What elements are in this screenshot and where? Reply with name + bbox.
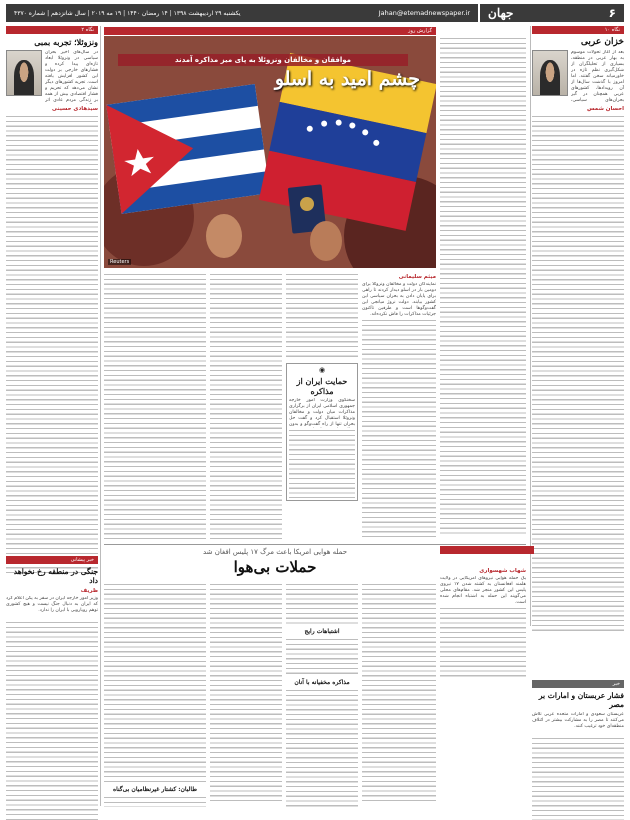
- report-bar-label: گزارش روز: [408, 28, 432, 34]
- left-column-text: [6, 114, 98, 574]
- news-body: عربستان سعودی و امارات متحده عربی تلاش می‌کنند تا مصر را به مشارکت بیشتر در ائتلاف منطقه‌ای خود ترغیب کنند.: [532, 712, 624, 729]
- left-column-title: ونزوئلا؛ تجربه بمبی: [34, 37, 98, 47]
- bottom-author-col: [440, 566, 526, 678]
- report-column-3: [210, 272, 282, 540]
- photo-kicker: موافقان و مخالفان ونزوئلا به پای میز مذاکره آمدند: [118, 54, 408, 66]
- sidebar-box: [286, 363, 358, 501]
- brief-body: وزیر امور خارجه ایران در سفر به پکن اعلام کرد که ایران به دنبال جنگ نیست و هیچ کشوری توهم رویارویی با ایران را ندارد.: [6, 596, 98, 613]
- left-column-author: سیدهادی حسینی: [51, 106, 98, 112]
- right-column-text: [532, 114, 624, 634]
- author-photo: [532, 50, 568, 96]
- bottom-subhead-2: مذاکره مخفیانه با آنان: [294, 679, 350, 686]
- left-column: [6, 26, 98, 574]
- report-column-1: [362, 272, 436, 538]
- dateline: یکشنبه ۲۹ اردیبهشت ۱۳۹۸ | ۱۴ رمضان ۱۴۴۰ | ۱۹ مه ۲۰۱۹ | سال شانزدهم | شماره ۴۳۷۰: [14, 9, 241, 17]
- box-body: سخنگوی وزارت امور خارجه جمهوری اسلامی ایران از برگزاری مذاکرات میان دولت و مخالفان ونزوئلا استقبال کرد و گفت حل بحران تنها از راه گفت‌وگو و بدون: [289, 398, 355, 427]
- left-bottom-brief: [6, 556, 98, 820]
- right-column-title: خزان عربی: [580, 37, 624, 47]
- report-column-2: [286, 272, 358, 501]
- bottom-right-news: [532, 680, 624, 820]
- brief-author: ظریف: [80, 588, 98, 594]
- bottom-subhead-3: طالبان: کشتار غیرنظامیان بی‌گناه: [113, 786, 197, 793]
- bottom-lead: یک حمله هوایی نیروهای امریکایی در ولایت هلمند افغانستان به کشته شدن ۱۷ نیروی پلیس این کشور منجر شد. مقام‌های محلی می‌گویند این حمله به اشتباه انجام شده است.: [440, 576, 526, 605]
- bottom-column-1: [362, 582, 436, 802]
- section-header: [480, 4, 624, 22]
- bottom-bar: [440, 546, 534, 554]
- report-bar: [104, 27, 436, 35]
- bottom-title: حملات بی‌هوا: [233, 558, 317, 576]
- news-title: فشار عربستان و امارات بر مصر: [538, 691, 624, 709]
- bottom-column-2: [286, 582, 358, 808]
- photo-credit: Reuters: [110, 259, 130, 265]
- author-photo: [6, 50, 42, 96]
- section-name: جهان: [488, 6, 514, 20]
- right-column-bar: نگاه ۱۰: [532, 26, 624, 34]
- box-title: حمایت ایران از مذاکره: [296, 376, 348, 396]
- bottom-kicker: حمله هوایی امریکا باعث مرگ ۱۷ پلیس افغان شد: [202, 548, 348, 556]
- masthead-info-bar: [6, 4, 478, 22]
- bottom-column-4: [104, 582, 206, 807]
- right-column-author: احسان شمس: [587, 106, 624, 112]
- report-column-4: [104, 272, 206, 540]
- brief-title: جنگی در منطقه رخ نخواهد داد: [13, 567, 98, 585]
- box-icon: ◉: [318, 366, 326, 374]
- left-column-intro: در سال‌های اخیر بحران سیاسی در ونزوئلا ابعاد تازه‌ای پیدا کرده و فشارهای خارجی بر دولت این کشور افزایش یافته است. تجربه کشورهای دیگر نشان می‌دهد که تحریم و فشار اقتصادی بیش از همه بر زندگی مردم عادی اثر: [45, 50, 98, 103]
- section-email[interactable]: Jahan@etemadnewspaper.ir: [378, 9, 470, 17]
- bottom-subhead: اشتباهات رایج: [304, 628, 340, 635]
- brief-bar: خبر پیشانی: [6, 556, 98, 564]
- photo-title: چشم امید به اسلو: [274, 68, 420, 90]
- report-author: میثم سلیمانی: [398, 274, 436, 280]
- news-bar: خبر: [532, 680, 624, 688]
- bottom-column-3: [210, 582, 282, 802]
- masthead: [6, 4, 624, 22]
- report-lead: نمایندگان دولت و مخالفان ونزوئلا برای دومین بار در اسلو دیدار کردند تا راهی برای پایان دادن به بحران سیاسی این کشور بیابند. دولت نروژ میانجی این گفت‌وگوها است و طرفین تاکنون جزئیات مذاکرات را فاش نکرده‌اند.: [362, 282, 436, 317]
- bottom-author: شهاب شهسواری: [479, 568, 526, 574]
- left-column-bar: نگاه ۲: [6, 26, 98, 34]
- report-right-column: [440, 36, 526, 536]
- page-number: ۶: [608, 6, 616, 20]
- right-column: [532, 26, 624, 634]
- right-column-intro: بعد از آغاز تحولات موسوم به بهار عربی در منطقه، بسیاری از تحلیلگران از شکل‌گیری نظم تازه در خاورمیانه سخن گفتند. اما امروز با گذشت سال‌ها از آن رویدادها، کشورهای عربی همچنان در گیر بحران‌های سیاسی،: [571, 50, 624, 103]
